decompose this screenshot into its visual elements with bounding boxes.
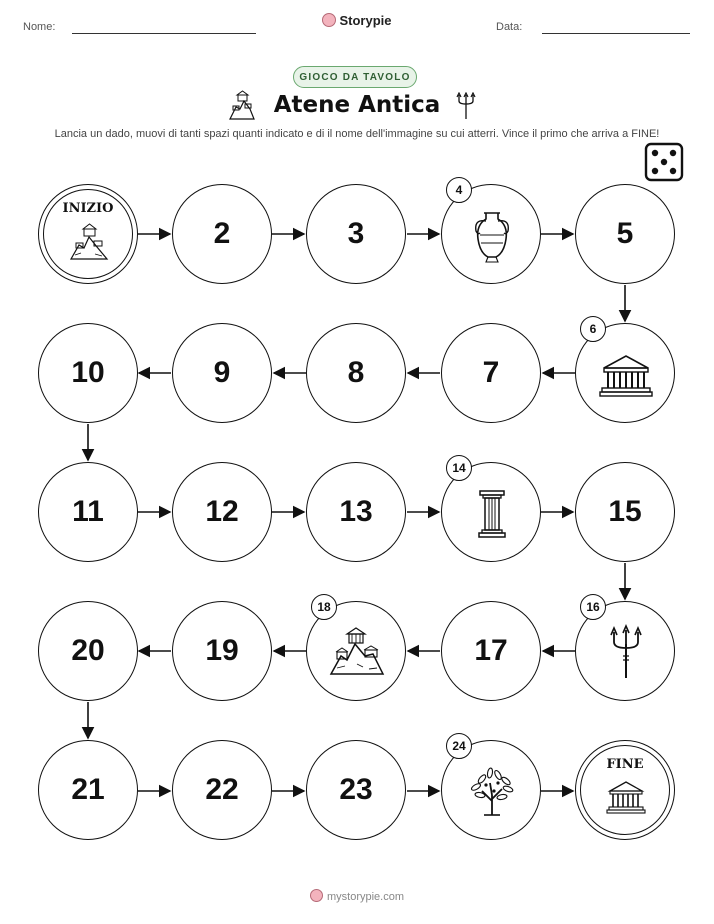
space-16 [575,601,675,701]
brand-name: Storypie [339,13,392,28]
space-number: 20 [71,634,105,667]
space-7 [441,323,541,423]
space-22 [172,740,272,840]
space-17 [441,601,541,701]
space-8 [306,323,406,423]
space-5 [575,184,675,284]
end-label: FINE [606,757,644,772]
column-icon [462,483,522,543]
trident-icon [596,622,656,682]
space-19 [172,601,272,701]
space-number: 8 [347,356,365,389]
space-tag: 14 [446,455,472,481]
space-tag: 4 [446,177,472,203]
space-tag: 18 [311,594,337,620]
space-9 [172,323,272,423]
space-end [575,740,675,840]
footer-url[interactable]: mystorypie.com [326,891,405,903]
olive-tree-icon [462,761,522,821]
amphora-icon [462,205,522,265]
game-type-badge: GIOCO DA TAVOLO [293,66,417,88]
date-label: Data: [496,21,523,33]
space-24 [441,740,541,840]
space-14 [441,462,541,562]
space-number: 5 [616,217,634,250]
space-number: 13 [339,495,373,528]
space-12 [172,462,272,562]
space-23 [306,740,406,840]
space-10 [38,323,138,423]
space-21 [38,740,138,840]
space-number: 15 [608,495,642,528]
space-tag: 6 [580,316,606,342]
space-2 [172,184,272,284]
page-title: Atene Antica [273,92,441,118]
acropolis-icon [69,221,109,261]
space-tag: 16 [580,594,606,620]
space-number: 3 [347,217,365,250]
temple-icon [596,344,656,404]
space-number: 9 [213,356,231,389]
footer [0,889,714,903]
temple-icon [606,777,646,817]
space-13 [306,462,406,562]
space-4 [441,184,541,284]
space-tag: 24 [446,733,472,759]
space-number: 22 [205,773,239,806]
pig-icon [310,889,323,902]
start-label: INIZIO [62,201,114,216]
space-number: 17 [474,634,508,667]
space-start [38,184,138,284]
space-number: 11 [72,495,104,528]
instructions: Lancia un dado, muovi di tanti spazi quanti indicato e di il nome dell'immagine su cui atterri. Vince il primo che arriva a FINE! [54,128,660,140]
space-number: 19 [205,634,239,667]
acropolis-icon [327,622,387,682]
space-number: 21 [71,773,105,806]
space-18 [306,601,406,701]
space-20 [38,601,138,701]
space-number: 12 [205,495,239,528]
space-3 [306,184,406,284]
space-11 [38,462,138,562]
space-number: 2 [213,217,231,250]
space-15 [575,462,675,562]
name-label: Nome: [23,21,56,33]
space-number: 7 [482,356,500,389]
space-6 [575,323,675,423]
space-number: 23 [339,773,373,806]
space-number: 10 [71,356,105,389]
